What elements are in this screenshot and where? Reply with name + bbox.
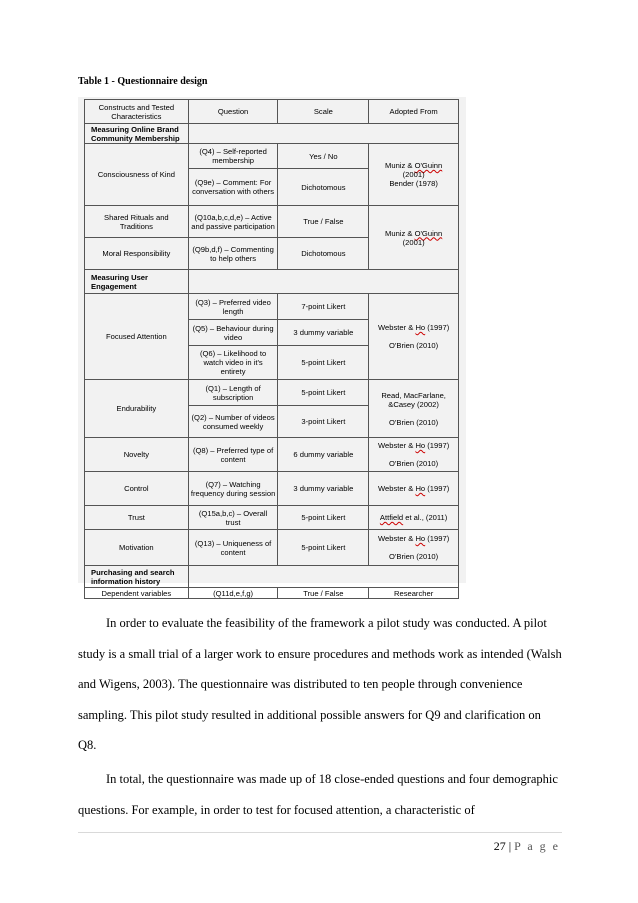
source-webster-obrien-1: Webster & Ho (1997) O'Brien (2010) — [369, 294, 459, 380]
question-q10: (Q10a,b,c,d,e) – Active and passive participation — [188, 206, 278, 238]
question-q13: (Q13) – Uniqueness of content — [188, 530, 278, 566]
construct-rituals: Shared Rituals and Traditions — [85, 206, 189, 238]
construct-trust: Trust — [85, 506, 189, 530]
questionnaire-table — [84, 99, 459, 599]
source-webster-obrien-2: Webster & Ho (1997) O'Brien (2010) — [369, 438, 459, 472]
scale-3-dummy-2: 3 dummy variable — [278, 472, 369, 506]
construct-dependent: Dependent variables — [85, 588, 189, 599]
scale-5-likert-1: 5-point Likert — [278, 346, 369, 380]
section-user-engagement: Measuring User Engagement — [85, 270, 189, 294]
scale-5-likert-3: 5-point Likert — [278, 506, 369, 530]
scale-6-dummy: 6 dummy variable — [278, 438, 369, 472]
table-image — [78, 97, 466, 598]
scale-5-likert-4: 5-point Likert — [278, 530, 369, 566]
page-footer: 27 | P a g e — [493, 839, 560, 853]
source-webster-obrien-3: Webster & Ho (1997) O'Brien (2010) — [369, 530, 459, 566]
construct-focused-attention: Focused Attention — [85, 294, 189, 380]
header-question: Question — [188, 100, 278, 124]
source-muniz-bender: Muniz & O'Guinn (2001) Bender (1978) — [369, 144, 459, 206]
scale-7-likert: 7-point Likert — [278, 294, 369, 320]
construct-moral: Moral Responsibility — [85, 238, 189, 270]
construct-endurability: Endurability — [85, 380, 189, 438]
question-q9b: (Q9b,d,f) – Commenting to help others — [188, 238, 278, 270]
question-q6: (Q6) – Likelihood to watch video in it's entirety — [188, 346, 278, 380]
question-q3: (Q3) – Preferred video length — [188, 294, 278, 320]
paragraph-questionnaire-total: In total, the questionnaire was made up of 18 close-ended questions and four demographic questions. For example, in order to test for focused attention, a characteristic of — [78, 772, 558, 817]
source-webster-1: Webster & Ho (1997) — [369, 472, 459, 506]
table-header-row — [85, 100, 459, 124]
source-muniz: Muniz & O'Guinn (2001) — [369, 206, 459, 270]
question-q11: (Q11d,e,f,g) — [188, 588, 278, 599]
question-q15: (Q15a,b,c) – Overall trust — [188, 506, 278, 530]
source-read-obrien: Read, MacFarlane, &Casey (2002) O'Brien (2010) — [369, 380, 459, 438]
scale-3-likert: 3-point Likert — [278, 406, 369, 438]
construct-consciousness: Consciousness of Kind — [85, 144, 189, 206]
scale-5-likert-2: 5-point Likert — [278, 380, 369, 406]
section-purchasing: Purchasing and search information history — [85, 566, 189, 588]
question-q9e: (Q9e) – Comment: For conversation with others — [188, 169, 278, 206]
scale-dichotomous-1: Dichotomous — [278, 169, 369, 206]
question-q8: (Q8) – Preferred type of content — [188, 438, 278, 472]
question-q7: (Q7) – Watching frequency during session — [188, 472, 278, 506]
scale-true-false-2: True / False — [278, 588, 369, 599]
question-q4: (Q4) – Self-reported membership — [188, 144, 278, 169]
table-caption: Table 1 - Questionnaire design — [78, 76, 208, 87]
scale-3-dummy-1: 3 dummy variable — [278, 320, 369, 346]
page-label: P a g e — [514, 839, 560, 853]
paragraph-pilot-study: In order to evaluate the feasibility of the framework a pilot study was conducted. A pilot study is a small trial of a larger work to ensure procedures and methods work as intended (Walsh and Wigens, 2003). The questionnaire was distributed to ten people through convenience sampling. This pilot study resulted in additional possible answers for Q9 and clarification on Q8. — [78, 616, 562, 752]
scale-true-false-1: True / False — [278, 206, 369, 238]
scale-yes-no: Yes / No — [278, 144, 369, 169]
construct-motivation: Motivation — [85, 530, 189, 566]
header-constructs: Constructs and Tested Characteristics — [85, 100, 189, 124]
scale-dichotomous-2: Dichotomous — [278, 238, 369, 270]
page-number: 27 — [493, 839, 506, 853]
footer-divider — [78, 832, 562, 833]
source-attfield: Attfield et al., (2011) — [369, 506, 459, 530]
header-scale: Scale — [278, 100, 369, 124]
header-adopted: Adopted From — [369, 100, 459, 124]
section-online-brand: Measuring Online Brand Community Membership — [85, 124, 189, 144]
question-q2: (Q2) – Number of videos consumed weekly — [188, 406, 278, 438]
question-q1: (Q1) – Length of subscription — [188, 380, 278, 406]
question-q5: (Q5) – Behaviour during video — [188, 320, 278, 346]
construct-control: Control — [85, 472, 189, 506]
source-researcher: Researcher — [369, 588, 459, 599]
construct-novelty: Novelty — [85, 438, 189, 472]
